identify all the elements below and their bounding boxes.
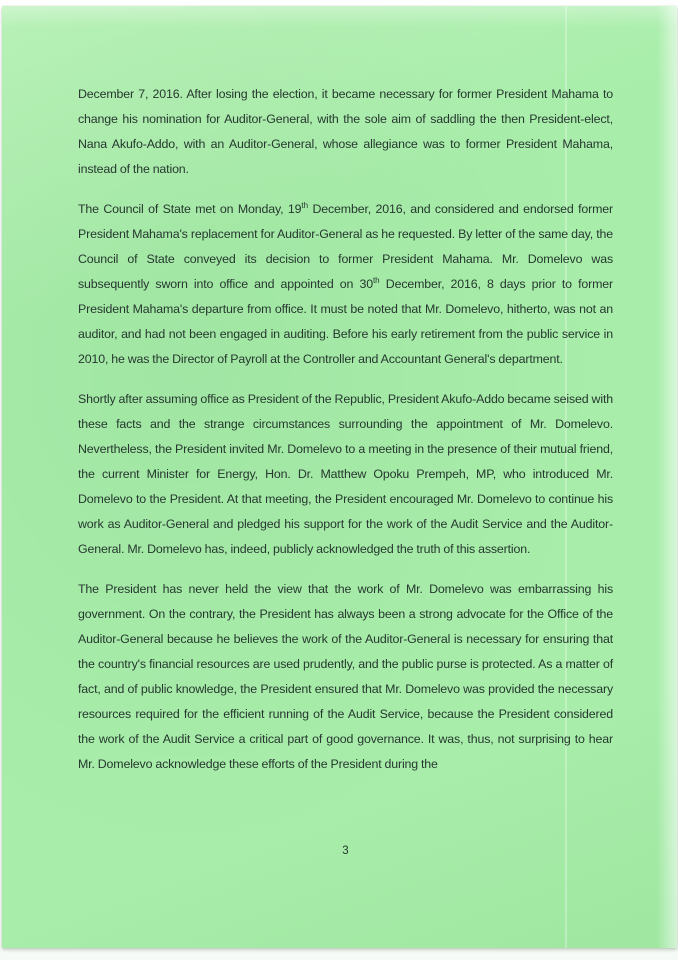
page-number: 3 [342,845,349,857]
scanned-page [2,6,677,948]
paragraph: Shortly after assuming office as President of the Republic, President Akufo-Addo became seised with these facts and the strange circumstances surrounding the appointment of Mr. Domelevo. Nevertheless, the President invited Mr. Domelevo to a meeting in the presence of their mutual friend, the current Minister for Energy, Hon. Dr. Matthew Opoku Prempeh, MP, who introduced Mr. Domelevo to the President. At that meeting, the President encouraged Mr. Domelevo to continue his work as Auditor-General and pledged his support for the work of the Audit Service and the Auditor-General. Mr. Domelevo has, indeed, publicly acknowledged the truth of this assertion. [78,392,613,556]
paragraphs [78,82,613,777]
scan-top-highlight [2,6,677,28]
paragraph: December 7, 2016. After losing the election, it became necessary for former President Mahama to change his nomination for Auditor-General, with the sole aim of saddling the then President-elect, Nana Akufo-Addo, with an Auditor-General, whose allegiance was to former President Mahama, instead of the nation. [78,87,613,176]
paragraph: The Council of State met on Monday, 19th December, 2016, and considered and endorsed former President Mahama's replacement for Auditor-General as he requested. By letter of the same day, the Council of State conveyed its decision to former President Mahama. Mr. Domelevo was subsequently sworn into office and appointed on 30th December, 2016, 8 days prior to former President Mahama's departure from office. It must be noted that Mr. Domelevo, hitherto, was not an auditor, and had not been engaged in auditing. Before his early retirement from the public service in 2010, he was the Director of Payroll at the Controller and Accountant General's department. [78,200,613,366]
paragraph: The President has never held the view that the work of Mr. Domelevo was embarrassing his government. On the contrary, the President has always been a strong advocate for the Office of the Auditor-General because he believes the work of the Auditor-General is necessary for ensuring that the country's financial resources are used prudently, and the public purse is protected. As a matter of fact, and of public knowledge, the President ensured that Mr. Domelevo was provided the necessary resources required for the efficient running of the Audit Service, because the President considered the work of the Audit Service a critical part of good governance. It was, thus, not surprising to hear Mr. Domelevo acknowledge these efforts of the President during the [78,582,613,771]
